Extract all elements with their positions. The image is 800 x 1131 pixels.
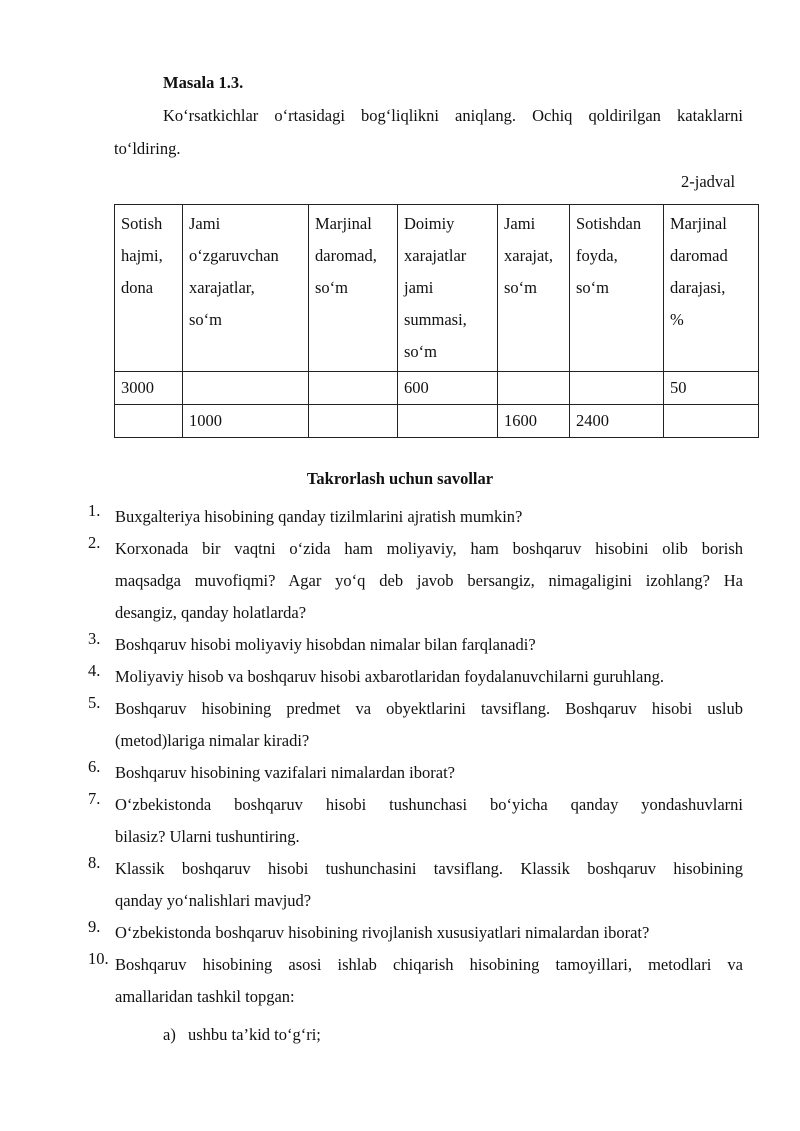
header-line: soʻm — [576, 278, 609, 297]
header-line: soʻm — [189, 310, 222, 329]
header-line: foyda, — [576, 246, 618, 265]
question-text — [115, 661, 743, 693]
table-header-cell — [309, 205, 398, 372]
header-line: summasi, — [404, 310, 467, 329]
data-table — [114, 204, 759, 438]
header-line: daromad, — [315, 246, 377, 265]
table-header-cell — [115, 205, 183, 372]
question-number: 5. — [88, 693, 101, 712]
question-line: Klassik boshqaruv hisobi tushunchasini tavsiflang. Klassik boshqaruv hisobining — [115, 859, 743, 878]
question-number: 4. — [88, 661, 101, 680]
table-cell — [398, 405, 498, 438]
question-line: amallaridan tashkil topgan: — [115, 987, 295, 1006]
question-text — [115, 917, 743, 949]
subitem-letter: a) — [163, 1025, 176, 1044]
question-line: desangiz, qanday holatlarda? — [115, 603, 307, 622]
table-label: 2-jadval — [681, 172, 736, 191]
table-cell: 2400 — [570, 405, 664, 438]
question-text — [115, 629, 743, 661]
review-heading: Takrorlash uchun savollar — [306, 469, 494, 488]
table-header-cell — [183, 205, 309, 372]
question-line: Oʻzbekistonda boshqaruv hisobi tushunchasi boʻyicha qanday yondashuvlarni — [115, 795, 743, 814]
header-line: jami — [404, 278, 434, 297]
header-line: Sotishdan — [576, 214, 642, 233]
header-line: Jami — [189, 214, 221, 233]
header-line: % — [670, 310, 684, 329]
question-text — [115, 949, 743, 1013]
table-cell — [183, 372, 309, 405]
question-number: 2. — [88, 533, 101, 552]
question-line: Korxonada bir vaqtni oʻzida ham moliyaviy, ham boshqaruv hisobini olib borish — [115, 539, 743, 558]
question-number: 6. — [88, 757, 101, 776]
header-line: Marjinal — [315, 214, 372, 233]
question-line: qanday yoʻnalishlari mavjud? — [115, 891, 312, 910]
question-line: Boshqaruv hisobining vazifalari nimalardan iborat? — [115, 763, 455, 782]
question-line: Boshqaruv hisobining predmet va obyektlarini tavsiflang. Boshqaruv hisobi uslub — [115, 699, 743, 718]
subitem-text: ushbu ta’kid toʻgʻri; — [188, 1025, 321, 1044]
header-line: soʻm — [404, 342, 437, 361]
header-line: Marjinal — [670, 214, 727, 233]
table-header-cell — [498, 205, 570, 372]
table-header-cell — [664, 205, 759, 372]
question-text — [115, 757, 743, 789]
table-cell — [570, 372, 664, 405]
table-cell: 50 — [664, 372, 759, 405]
question-line: Boshqaruv hisobi moliyaviy hisobdan nimalar bilan farqlanadi? — [115, 635, 536, 654]
question-line: Oʻzbekistonda boshqaruv hisobining rivojlanish xususiyatlari nimalardan iborat? — [115, 923, 650, 942]
question-number: 7. — [88, 789, 101, 808]
header-line: daromad — [670, 246, 728, 265]
question-number: 10. — [88, 949, 109, 968]
header-line: hajmi, — [121, 246, 163, 265]
header-line: soʻm — [504, 278, 537, 297]
table-cell: 1000 — [183, 405, 309, 438]
question-line: Moliyaviy hisob va boshqaruv hisobi axbarotlaridan foydalanuvchilarni guruhlang. — [115, 667, 664, 686]
table-cell — [309, 372, 398, 405]
header-line: Sotish — [121, 214, 163, 233]
question-line: Buxgalteriya hisobining qanday tizilmlarini ajratish mumkin? — [115, 507, 523, 526]
table-cell — [498, 372, 570, 405]
question-number: 3. — [88, 629, 101, 648]
question-text — [115, 501, 743, 533]
table-header-cell — [570, 205, 664, 372]
question-text — [115, 693, 743, 757]
header-line: soʻm — [315, 278, 348, 297]
header-line: Doimiy — [404, 214, 455, 233]
question-number: 1. — [88, 501, 101, 520]
question-line: bilasiz? Ularni tushuntiring. — [115, 827, 300, 846]
table-header-cell — [398, 205, 498, 372]
table-cell — [115, 405, 183, 438]
table-header-row — [115, 205, 759, 372]
header-line: oʻzgaruvchan — [189, 246, 279, 265]
header-line: xarajatlar — [404, 246, 467, 265]
header-line: darajasi, — [670, 278, 726, 297]
table-row — [115, 405, 759, 438]
question-line: Boshqaruv hisobining asosi ishlab chiqarish hisobining tamoyillari, metodlari va — [115, 955, 743, 974]
header-line: Jami — [504, 214, 536, 233]
table-row — [115, 372, 759, 405]
header-line: xarajatlar, — [189, 278, 255, 297]
problem-title: Masala 1.3. — [163, 73, 244, 92]
table-cell: 3000 — [115, 372, 183, 405]
header-line: dona — [121, 278, 154, 297]
problem-text-line1: Koʻrsatkichlar oʻrtasidagi bogʻliqlikni aniqlang. Ochiq qoldirilgan kataklarni — [163, 106, 743, 125]
header-line: xarajat, — [504, 246, 554, 265]
question-text — [115, 533, 743, 629]
table-cell — [309, 405, 398, 438]
question-text — [115, 789, 743, 853]
question-number: 9. — [88, 917, 101, 936]
table-cell: 1600 — [498, 405, 570, 438]
question-number: 8. — [88, 853, 101, 872]
table-cell: 600 — [398, 372, 498, 405]
table-cell — [664, 405, 759, 438]
question-text — [115, 853, 743, 917]
question-line: maqsadga muvofiqmi? Agar yoʻq deb javob bersangiz, nimagaligini izohlang? Ha — [115, 571, 743, 590]
question-line: (metod)lariga nimalar kiradi? — [115, 731, 310, 750]
problem-text-line2: toʻldiring. — [114, 139, 181, 158]
